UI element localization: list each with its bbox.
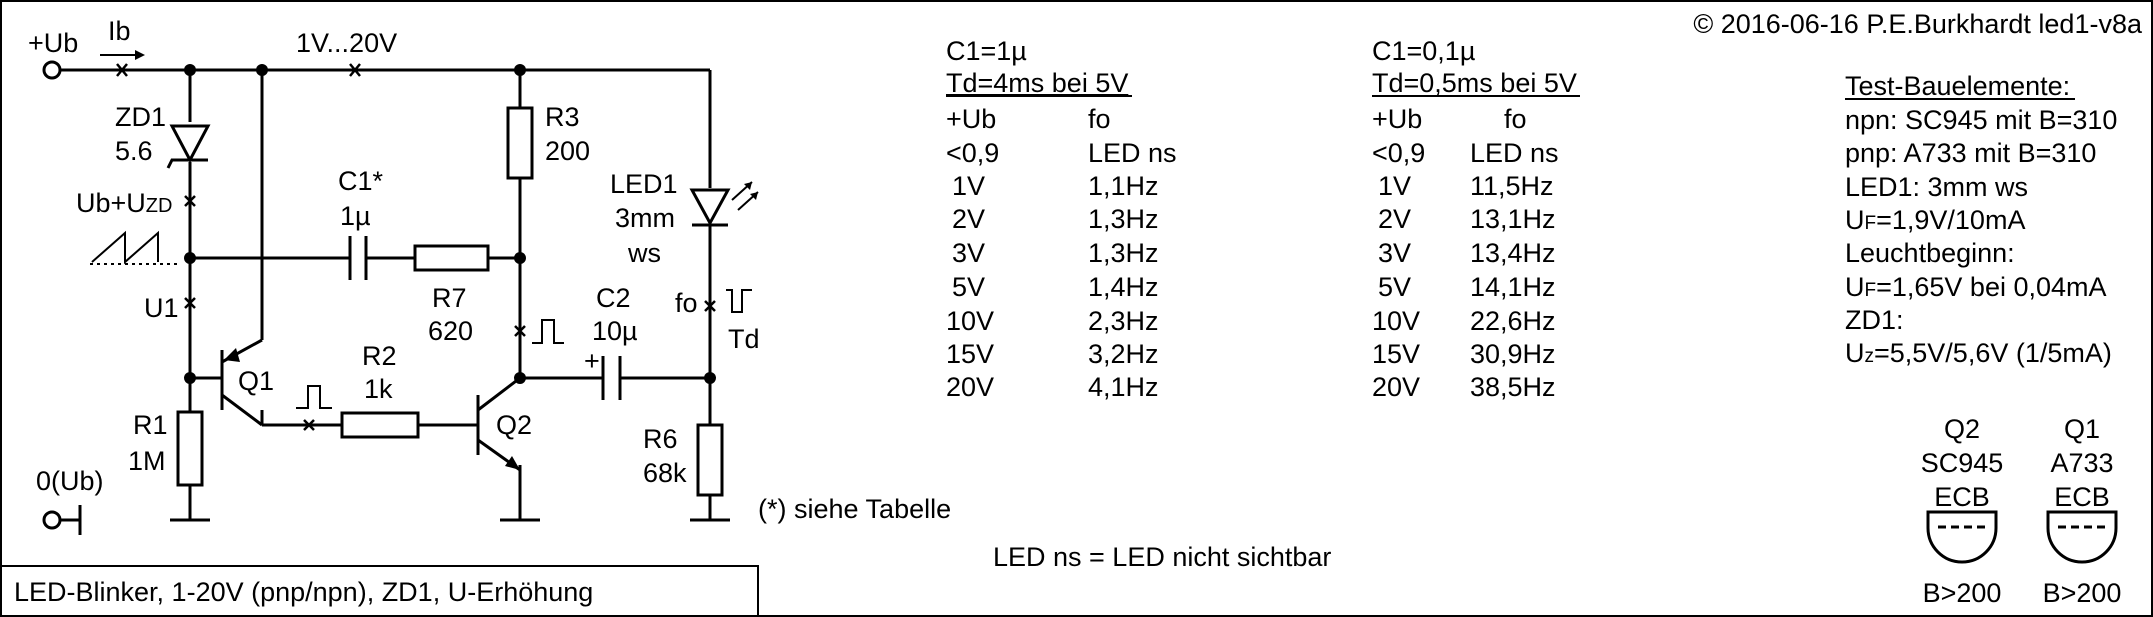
pkg-q1-beta: B>200 (2042, 578, 2122, 608)
resistor-r1 (178, 412, 202, 485)
table2-row-ub: 15V (1372, 339, 1421, 369)
table1-row-fo: 1,3Hz (1088, 238, 1159, 268)
table1-row-ub: 15V (946, 339, 995, 369)
table1-row-ub: 1V (952, 171, 986, 201)
label-q1: Q1 (238, 366, 275, 396)
table-c1-1u (946, 36, 1177, 402)
label-r2-val: 1k (364, 374, 393, 404)
table1-c: C1=1µ (946, 36, 1027, 66)
table1-row-fo: 1,3Hz (1088, 204, 1159, 234)
ib-arrow (100, 50, 145, 60)
label-u1: U1 (144, 293, 179, 323)
label-c2-plus: + (584, 346, 600, 376)
label-ub-uzd: Ub+UZD (76, 188, 173, 218)
table1-row-fo: 3,2Hz (1088, 339, 1159, 369)
table2-row-ub: 20V (1372, 372, 1421, 402)
pkg-q2-pins: ECB (1934, 482, 1990, 512)
label-led1: LED1 (610, 169, 678, 199)
table1-row-fo: 2,3Hz (1088, 306, 1159, 336)
pkg-q2-type: SC945 (1920, 448, 2004, 478)
table1-header-ub: +Ub (946, 104, 997, 134)
label-r3: R3 (545, 102, 580, 132)
pkg-q2-beta: B>200 (1922, 578, 2002, 608)
resistor-r2 (342, 413, 418, 437)
zener-zd1 (168, 126, 208, 168)
label-c1: C1* (338, 166, 384, 196)
table2-row-ub: <0,9 (1372, 138, 1426, 168)
label-r6: R6 (643, 424, 678, 454)
label-led1-color: ws (628, 238, 661, 268)
table2-row-fo: 11,5Hz (1470, 171, 1554, 201)
label-c1-val: 1µ (340, 201, 371, 231)
resistor-r7 (415, 246, 488, 270)
pkg-q2-name: Q2 (1943, 414, 1981, 444)
label-r7-val: 620 (428, 316, 474, 346)
table2-row-ub: 1V (1378, 171, 1412, 201)
pkg-q1-type: A733 (2050, 448, 2114, 478)
legend-note: LED ns = LED nicht sichtbar (993, 542, 1332, 572)
table2-header-fo: fo (1504, 104, 1527, 134)
table2-row-fo: 14,1Hz (1470, 272, 1556, 302)
resistor-r3 (508, 108, 532, 178)
test-start: Leuchtbeginn: (1845, 238, 2015, 268)
label-r7: R7 (432, 283, 467, 313)
table1-row-fo: 1,4Hz (1088, 272, 1159, 302)
pkg-q1-pins: ECB (2054, 482, 2110, 512)
table2-row-fo: LED ns (1470, 138, 1559, 168)
label-zd1: ZD1 (115, 102, 167, 132)
label-c2-val: 10µ (592, 316, 638, 346)
title-text: LED-Blinker, 1-20V (pnp/npn), ZD1, U-Erhöhung (14, 577, 594, 607)
label-ub: +Ub (28, 28, 79, 58)
table2-row-ub: 10V (1372, 306, 1421, 336)
test-zd: ZD1: (1845, 305, 1904, 335)
table1-row-ub: 3V (952, 238, 986, 268)
table1-row-ub: 2V (952, 204, 986, 234)
label-r6-val: 68k (643, 458, 687, 488)
label-note: (*) siehe Tabelle (758, 494, 952, 524)
transistor-package-q1 (2043, 414, 2122, 608)
transistor-package-q2 (1921, 414, 2004, 608)
copyright: © 2016-06-16 P.E.Burkhardt led1-v8a (1693, 9, 2142, 39)
label-led1-size: 3mm (615, 203, 675, 233)
test-uf2: UF=1,65V bei 0,04mA (1845, 272, 2107, 302)
table2-c: C1=0,1µ (1372, 36, 1476, 66)
label-r3-val: 200 (545, 136, 591, 166)
label-fo: fo (675, 288, 698, 318)
table1-row-fo: 1,1Hz (1088, 171, 1159, 201)
pkg-q1-name: Q1 (2063, 414, 2101, 444)
label-c2: C2 (596, 283, 631, 313)
test-pnp: pnp: A733 mit B=310 (1845, 138, 2097, 168)
table1-row-ub: 5V (952, 272, 986, 302)
label-q2: Q2 (496, 410, 533, 440)
table1-row-fo: 4,1Hz (1088, 372, 1159, 402)
table2-row-fo: 13,4Hz (1470, 238, 1556, 268)
table1-row-fo: LED ns (1088, 138, 1177, 168)
sawtooth-waveform (90, 233, 178, 264)
capacitor-c2 (603, 356, 620, 400)
table1-row-ub: 20V (946, 372, 995, 402)
table1-row-ub: 10V (946, 306, 995, 336)
test-uf: UF=1,9V/10mA (1845, 205, 2026, 235)
test-uz: Uz=5,5V/5,6V (1/5mA) (1845, 338, 2112, 368)
ub-terminal (44, 62, 60, 78)
table2-td: Td=0,5ms bei 5V (1372, 68, 1577, 98)
label-td: Td (728, 324, 760, 354)
test-parts (1845, 71, 2117, 368)
label-zd1-val: 5.6 (115, 136, 153, 166)
table2-row-ub: 3V (1378, 238, 1412, 268)
gnd-terminal (44, 512, 60, 528)
table2-row-fo: 38,5Hz (1470, 372, 1556, 402)
table2-row-fo: 13,1Hz (1470, 204, 1556, 234)
table-c1-0-1u (1372, 36, 1580, 402)
label-r2: R2 (362, 341, 397, 371)
label-r1-val: 1M (128, 446, 166, 476)
table2-row-ub: 5V (1378, 272, 1412, 302)
test-heading: Test-Bauelemente: (1845, 71, 2071, 101)
test-npn: npn: SC945 mit B=310 (1845, 105, 2118, 135)
label-r1: R1 (133, 410, 168, 440)
table1-header-fo: fo (1088, 104, 1111, 134)
label-range: 1V...20V (296, 28, 398, 58)
resistor-r6 (698, 425, 722, 495)
table1-td: Td=4ms bei 5V (946, 68, 1129, 98)
label-ib: Ib (108, 16, 131, 46)
led1 (692, 182, 758, 225)
table2-row-ub: 2V (1378, 204, 1412, 234)
table2-row-fo: 30,9Hz (1470, 339, 1556, 369)
label-gnd: 0(Ub) (36, 466, 104, 496)
table1-row-ub: <0,9 (946, 138, 1000, 168)
capacitor-c1 (350, 236, 366, 280)
table2-header-ub: +Ub (1372, 104, 1423, 134)
test-led: LED1: 3mm ws (1845, 172, 2029, 202)
table2-row-fo: 22,6Hz (1470, 306, 1556, 336)
